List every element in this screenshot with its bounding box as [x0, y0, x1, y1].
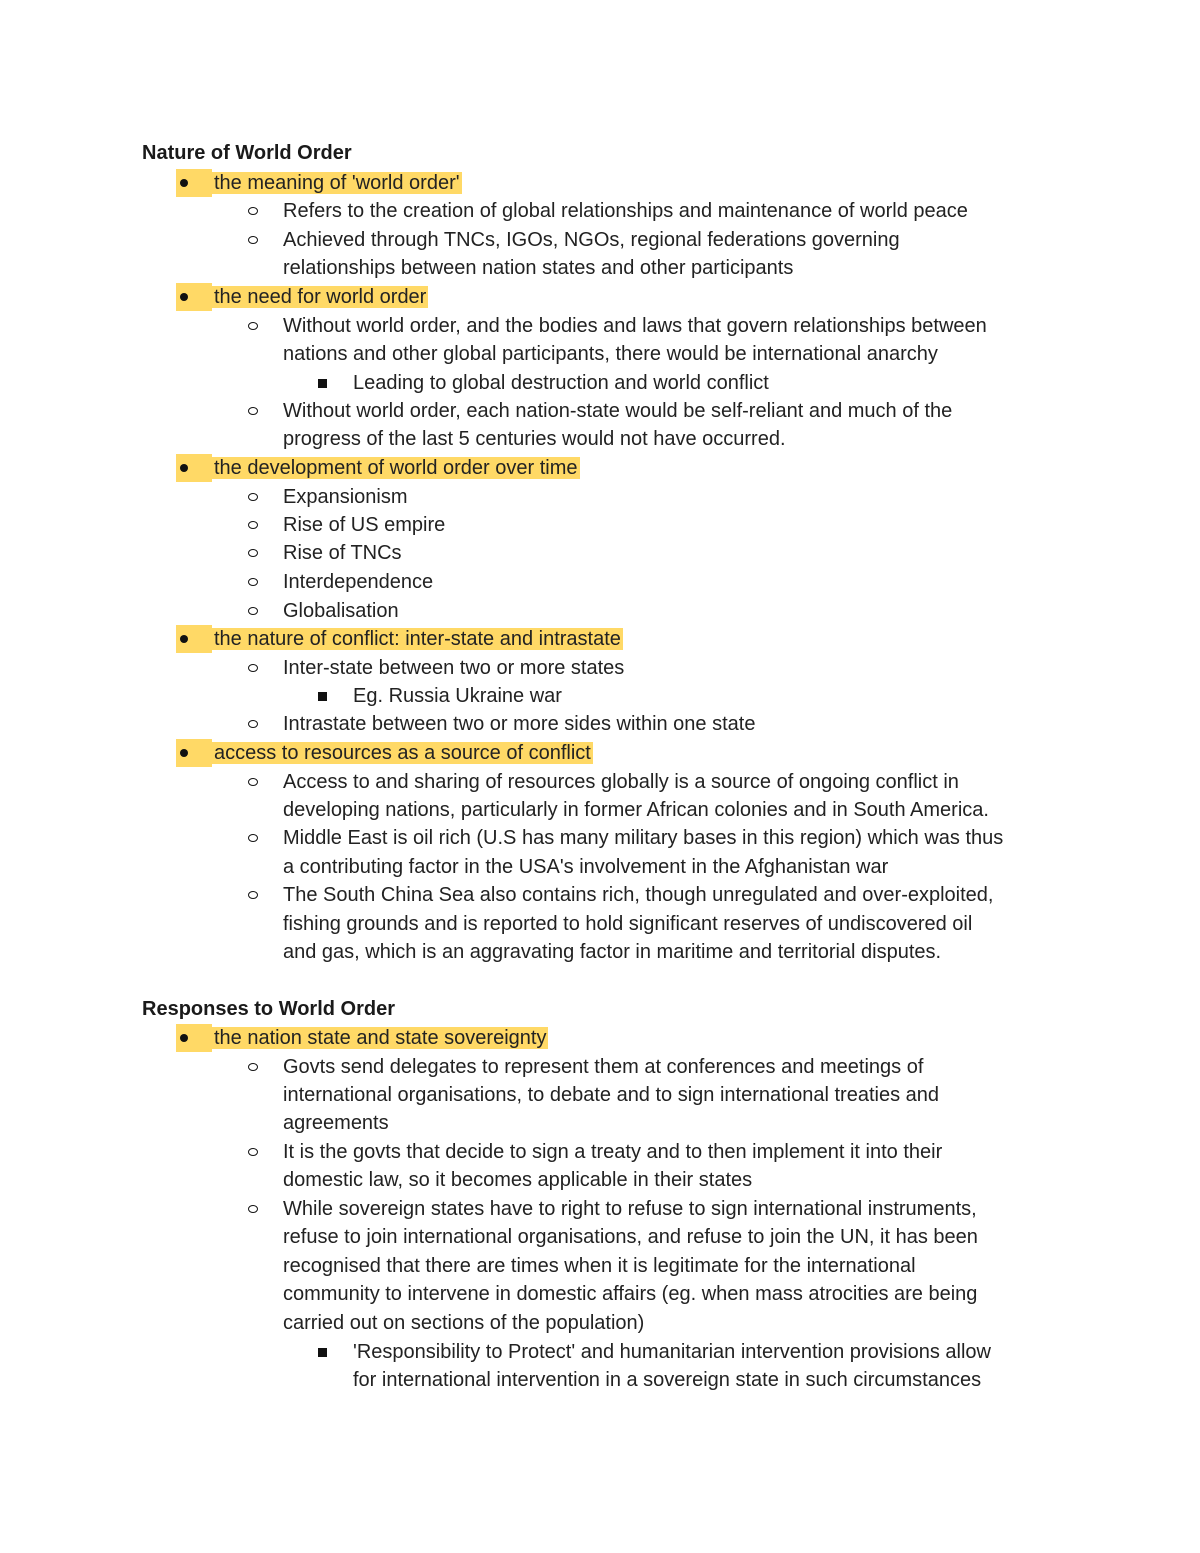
highlighted-text: the need for world order: [214, 286, 427, 308]
circle-bullet-icon: [248, 768, 258, 796]
circle-bullet-icon: [248, 597, 258, 625]
sub-point-cont: international organisations, to debate and to sign international treaties and: [283, 1084, 940, 1106]
circle-bullet-icon: [248, 1195, 258, 1223]
sub-point: Interdependence: [283, 571, 434, 593]
sub-point-cont: and gas, which is an aggravating factor in maritime and territorial disputes.: [283, 941, 942, 963]
circle-bullet-icon: [248, 710, 258, 738]
sub-sub-point: 'Responsibility to Protect' and humanitarian intervention provisions allow: [353, 1341, 991, 1363]
highlighted-text: access to resources as a source of conflict: [214, 742, 591, 764]
sub-point: Achieved through TNCs, IGOs, NGOs, regional federations governing: [283, 229, 900, 251]
sub-point: Rise of US empire: [283, 514, 446, 536]
sub-point: The South China Sea also contains rich, though unregulated and over-exploited,: [283, 884, 994, 906]
bullet-icon: [176, 454, 212, 482]
sub-point: Expansionism: [283, 486, 408, 508]
topic-heading: [212, 169, 462, 197]
sub-point: Middle East is oil rich (U.S has many military bases in this region) which was thus: [283, 827, 1004, 849]
square-bullet-icon: [318, 369, 327, 397]
circle-bullet-icon: [248, 483, 258, 511]
circle-bullet-icon: [248, 824, 258, 852]
sub-point: Access to and sharing of resources globally is a source of ongoing conflict in: [283, 771, 959, 793]
sub-point: Intrastate between two or more sides within one state: [283, 713, 756, 735]
sub-point-cont: domestic law, so it becomes applicable in their states: [283, 1169, 753, 1191]
topic-heading: [212, 739, 593, 767]
sub-sub-point-cont: for international intervention in a sovereign state in such circumstances: [353, 1369, 982, 1391]
highlighted-text: the nation state and state sovereignty: [214, 1027, 547, 1049]
circle-bullet-icon: [248, 397, 258, 425]
sub-point-cont: progress of the last 5 centuries would not have occurred.: [283, 428, 786, 450]
circle-bullet-icon: [248, 197, 258, 225]
highlighted-text: the development of world order over time: [214, 457, 578, 479]
sub-point-cont: nations and other global participants, there would be international anarchy: [283, 343, 938, 365]
sub-point: Rise of TNCs: [283, 542, 402, 564]
circle-bullet-icon: [248, 654, 258, 682]
topic-heading: [212, 454, 580, 482]
section-title-nature: Nature of World Order: [142, 142, 352, 164]
sub-point-cont: a contributing factor in the USA's involvement in the Afghanistan war: [283, 856, 889, 878]
sub-point-cont: fishing grounds and is reported to hold significant reserves of undiscovered oil: [283, 913, 973, 935]
topic-heading: [212, 1024, 548, 1052]
bullet-icon: [176, 739, 212, 767]
square-bullet-icon: [318, 682, 327, 710]
sub-sub-point: Leading to global destruction and world conflict: [353, 372, 769, 394]
circle-bullet-icon: [248, 312, 258, 340]
sub-point-cont: developing nations, particularly in former African colonies and in South America.: [283, 799, 989, 821]
sub-point-cont: recognised that there are times when it is legitimate for the international: [283, 1255, 916, 1277]
sub-point-cont: refuse to join international organisations, and refuse to join the UN, it has been: [283, 1226, 978, 1248]
circle-bullet-icon: [248, 539, 258, 567]
sub-point: Without world order, each nation-state would be self-reliant and much of the: [283, 400, 953, 422]
sub-sub-point: Eg. Russia Ukraine war: [353, 685, 562, 707]
sub-point: Globalisation: [283, 600, 399, 622]
circle-bullet-icon: [248, 881, 258, 909]
circle-bullet-icon: [248, 226, 258, 254]
circle-bullet-icon: [248, 568, 258, 596]
bullet-icon: [176, 625, 212, 653]
sub-point: It is the govts that decide to sign a treaty and to then implement it into their: [283, 1141, 943, 1163]
circle-bullet-icon: [248, 511, 258, 539]
sub-point: Refers to the creation of global relationships and maintenance of world peace: [283, 200, 968, 222]
sub-point-cont: community to intervene in domestic affairs (eg. when mass atrocities are being: [283, 1283, 978, 1305]
bullet-icon: [176, 1024, 212, 1052]
bullet-icon: [176, 283, 212, 311]
sub-point-cont: relationships between nation states and other participants: [283, 257, 794, 279]
sub-point: Govts send delegates to represent them at conferences and meetings of: [283, 1056, 924, 1078]
bullet-icon: [176, 169, 212, 197]
circle-bullet-icon: [248, 1138, 258, 1166]
topic-heading: [212, 283, 428, 311]
highlighted-text: the meaning of 'world order': [214, 172, 460, 194]
sub-point: Without world order, and the bodies and laws that govern relationships between: [283, 315, 987, 337]
circle-bullet-icon: [248, 1053, 258, 1081]
sub-point: Inter-state between two or more states: [283, 657, 625, 679]
section-title-responses: Responses to World Order: [142, 998, 396, 1020]
sub-point-cont: carried out on sections of the population): [283, 1312, 645, 1334]
square-bullet-icon: [318, 1338, 327, 1366]
sub-point: While sovereign states have to right to refuse to sign international instruments,: [283, 1198, 977, 1220]
highlighted-text: the nature of conflict: inter-state and intrastate: [214, 628, 621, 650]
sub-point-cont: agreements: [283, 1112, 389, 1134]
topic-heading: [212, 625, 623, 653]
